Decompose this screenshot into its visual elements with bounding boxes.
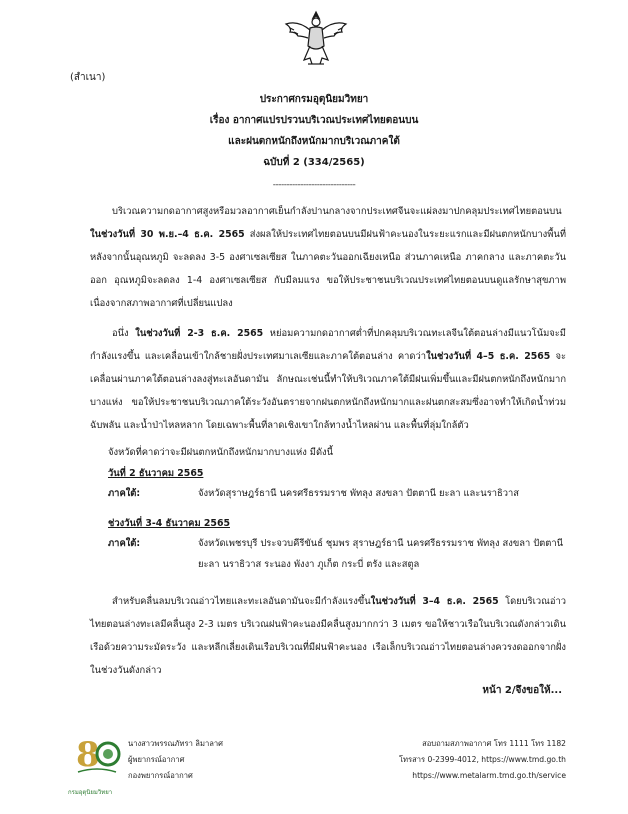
p2-date-2: ในช่วงวันที่ 4–5 ธ.ค. 2565 (426, 351, 551, 362)
announcement-number: ฉบับที่ 2 (334/2565) (263, 157, 365, 168)
period2-provinces: จังหวัดเพชรบุรี ประจวบคีรีขันธ์ ชุมพร สุราษฎร์ธานี นครศรีธรรมราช พัทลุง สงขลา ปัตตานี ยะลา นราธิวาส ระนอง พังงา ภูเก็ต กระบี่ ตรัง และสตูล (198, 538, 564, 570)
signer-name: นางสาวพรรณภัทรา ลิมาลาศ (128, 739, 223, 748)
p3-text-2: โดยบริเวณอ่าวไทยตอนล่างทะเลมีคลื่นสูง 2-3 เมตร บริเวณฝนฟ้าคะนองมีคลื่นสูงมากกว่า 3 เมตร ขอให้ชาวเรือในบริเวณดังกล่าวเดินเรือด้วยความระมัดระวัง และหลีกเลี่ยงเดินเรือบริเวณที่มีฝนฟ้าคะนอง เรือเล็กบริเวณอ่าวไทยตอนล่างควรงดออกจากฝั่งในช่วงวันดังกล่าว (90, 596, 566, 676)
announcement-title: ประกาศกรมอุตุนิยมวิทยา (259, 94, 369, 105)
p2-text: อนึ่ง (112, 328, 136, 339)
paragraph-cold-air (90, 200, 566, 315)
separator-line: ------------------------------ (272, 180, 356, 190)
p2-text-3: จะเคลื่อนผ่านภาคใต้ตอนล่างลงสู่ทะเลอันดามัน ลักษณะเช่นนี้ทำให้บริเวณภาคใต้มีฝนเพิ่มขึ้นและมีฝนตกหนักถึงหนักมากบางแห่ง ขอให้ประชาชนบริเวณภาคใต้ระวังอันตรายจากฝนตกหนักถึงหนักมากและฝนตกสะสมซึ่งอาจทำให้เกิดน้ำท่วมฉับพลัน และน้ำป่าไหลหลาก โดยเฉพาะพื้นที่ลาดเชิงเขาใกล้ทางน้ำไหลผ่าน และพื้นที่ลุ่มใกล้ตัว (90, 351, 566, 431)
logo-caption: กรมอุตุนิยมวิทยา (68, 789, 113, 796)
signer-division: กองพยากรณ์อากาศ (128, 771, 193, 780)
paragraph-waves (90, 590, 566, 682)
p1-text: บริเวณความกดอากาศสูงหรือมวลอากาศเย็นกำลังปานกลางจากประเทศจีนจะแผ่ลงมาปกคลุมประเทศไทยตอนบน (112, 206, 562, 217)
provinces-intro: จังหวัดที่คาดว่าจะมีฝนตกหนักถึงหนักมากบางแห่ง มีดังนี้ (108, 447, 334, 458)
contact-block (399, 736, 566, 784)
paragraph-low-pressure (90, 322, 566, 437)
p1-text-2: ส่งผลให้ประเทศไทยตอนบนมีฝนฟ้าคะนองในระยะแรกและมีฝนตกหนักบางพื้นที่ หลังจากนั้นอุณหภูมิ จะลดลง 3-5 องศาเซลเซียส ในภาคตะวันออกเฉียงเหนือ ส่วนภาคเหนือ ภาคกลาง และภาคตะวันออก อุณหภูมิจะลดลง 1-4 องศาเซลเซียส กับมีลมแรง ขอให้ประชาชนบริเวณประเทศไทยตอนบนดูแลรักษาสุขภาพเนื่องจากสภาพอากาศที่เปลี่ยนแปลง (90, 229, 566, 309)
next-page-note: หน้า 2/จึงขอให้... (482, 685, 562, 696)
copy-tag: (สำเนา) (70, 72, 106, 83)
period2-heading: ช่วงวันที่ 3-4 ธันวาคม 2565 (108, 518, 230, 529)
contact-metalarm-link[interactable]: https://www.metalarm.tmd.go.th/service (412, 771, 566, 780)
garuda-emblem-icon (280, 6, 352, 70)
tmd-80th-anniversary-logo-icon (72, 732, 122, 788)
p2-text-2: หย่อมความกดอากาศต่ำที่ปกคลุมบริเวณทะเลจีนใต้ตอนล่างมีแนวโน้มจะมีกำลังแรงขึ้น และเคลื่อนเข้าใกล้ชายฝั่งประเทศมาเลเซียและภาคใต้ตอนล่าง คาดว่า (90, 328, 566, 362)
p2-date: ในช่วงวันที่ 2-3 ธ.ค. 2565 (135, 328, 264, 339)
p3-text: สำหรับคลื่นลมบริเวณอ่าวไทยและทะเลอันดามันจะมีกำลังแรงขึ้น (112, 596, 371, 607)
period1-heading: วันที่ 2 ธันวาคม 2565 (108, 468, 204, 479)
svg-text:8: 8 (76, 735, 100, 775)
period1-region-label: ภาคใต้: (108, 488, 141, 499)
p1-date: ในช่วงวันที่ 30 พ.ย.–4 ธ.ค. 2565 (90, 229, 245, 240)
period2-region-label: ภาคใต้: (108, 538, 141, 549)
contact-fax-website[interactable]: โทรสาร 0-2399-4012, https://www.tmd.go.th (398, 755, 566, 764)
contact-phone: สอบถามสภาพอากาศ โทร 1111 โทร 1182 (422, 739, 566, 748)
signer-role: ผู้พยากรณ์อากาศ (128, 755, 185, 764)
announcement-subject-line2: และฝนตกหนักถึงหนักมากบริเวณภาคใต้ (228, 136, 400, 147)
signer-block (128, 736, 223, 784)
announcement-subject: เรื่อง อากาศแปรปรวนบริเวณประเทศไทยตอนบน (209, 115, 419, 126)
p3-date: ในช่วงวันที่ 3–4 ธ.ค. 2565 (370, 596, 499, 607)
period1-provinces: จังหวัดสุราษฎร์ธานี นครศรีธรรมราช พัทลุง สงขลา ปัตตานี ยะลา และนราธิวาส (198, 488, 519, 499)
